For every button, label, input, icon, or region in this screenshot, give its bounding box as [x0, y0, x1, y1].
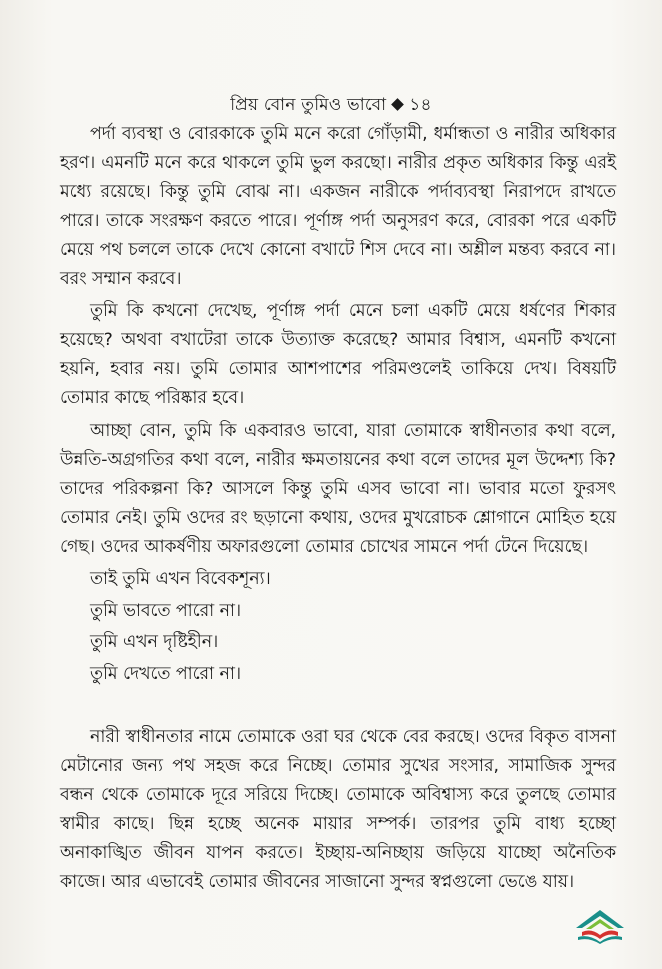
running-head: [0, 92, 662, 120]
short-line-2: তুমি ভাবতে পারো না।: [90, 600, 242, 621]
page-body: [60, 120, 616, 897]
diamond-separator-icon: [391, 98, 404, 111]
paragraph-3: আচ্ছা বোন, তুমি কি একবারও ভাবো, যারা তোমাকে স্বাধীনতার কথা বলে, উন্নতি-অগ্রগতির কথা বলে, নারীর ক্ষমতায়নের কথা বলে তাদের মূল উদ্দেশ্য কি? তাদের পরিকল্পনা কি? আসলে কিন্তু তুমি এসব ভাবো না। ভাবার মতো ফুরসৎ তোমার নেই। তুমি ওদের রং ছড়ানো কথায়, ওদের মুখরোচক শ্লোগানে মোহিত হয়ে গেছ। ওদের আকর্ষণীয় অফারগুলো তোমার চোখের সামনে পর্দা টেনে দিয়েছে।: [60, 421, 616, 557]
publisher-logo-icon: [572, 906, 628, 944]
short-line-4: তুমি দেখতে পারো না।: [90, 664, 242, 685]
short-line-3: তুমি এখন দৃষ্টিহীন।: [90, 632, 219, 653]
closing-paragraph: নারী স্বাধীনতার নামে তোমাকে ওরা ঘর থেকে বের করছে। ওদের বিকৃত বাসনা মেটানোর জন্য পথ সহজ করে নিচ্ছে। তোমার সুখের সংসার, সামাজিক সুন্দর বন্ধন থেকে তোমাকে দূরে সরিয়ে দিচ্ছে। তোমাকে অবিশ্বাস্য করে তুলছে তোমার স্বামীর কাছে। ছিন্ন হচ্ছে অনেক মায়ার সম্পর্ক। তারপর তুমি বাধ্য হচ্ছো অনাকাঙ্খিত জীবন যাপন করতে। ইচ্ছায়-অনিচ্ছায় জড়িয়ে যাচ্ছো অনৈতিক কাজে। আর এভাবেই তোমার জীবনের সাজানো সুন্দর স্বপ্নগুলো ভেঙে যায়।: [60, 727, 616, 892]
short-line-1: তাই তুমি এখন বিবেকশূন্য।: [90, 568, 271, 589]
paragraph-2: তুমি কি কখনো দেখেছ, পূর্ণাঙ্গ পর্দা মেনে চলা একটি মেয়ে ধর্ষণের শিকার হয়েছে? অথবা বখাটেরা তাকে উত্যাক্ত করেছে? আমার বিশ্বাস, এমনটি কখনো হয়নি, হবার নয়। তুমি তোমার আশপাশের পরিমণ্ডলেই তাকিয়ে দেখ। বিষয়টি তোমার কাছে পরিষ্কার হবে।: [60, 301, 616, 409]
book-title: প্রিয় বোন তুমিও ভাবো: [230, 95, 387, 115]
paragraph-1: পর্দা ব্যবস্থা ও বোরকাকে তুমি মনে করো গোঁড়ামী, ধর্মান্ধতা ও নারীর অধিকার হরণ। এমনটি মনে করে থাকলে তুমি ভুল করছো। নারীর প্রকৃত অধিকার কিন্তু এরই মধ্যে রয়েছে। কিন্তু তুমি বোঝ না। একজন নারীকে পর্দাব্যবস্থা নিরাপদে রাখতে পারে। তাকে সংরক্ষণ করতে পারে। পূর্ণাঙ্গ পর্দা অনুসরণ করে, বোরকা পরে একটি মেয়ে পথ চললে তাকে দেখে কোনো বখাটে শিস দেবে না। অশ্লীল মন্তব্য করবে না। বরং সম্মান করবে।: [60, 124, 616, 289]
page-number: ১৪: [409, 95, 432, 115]
